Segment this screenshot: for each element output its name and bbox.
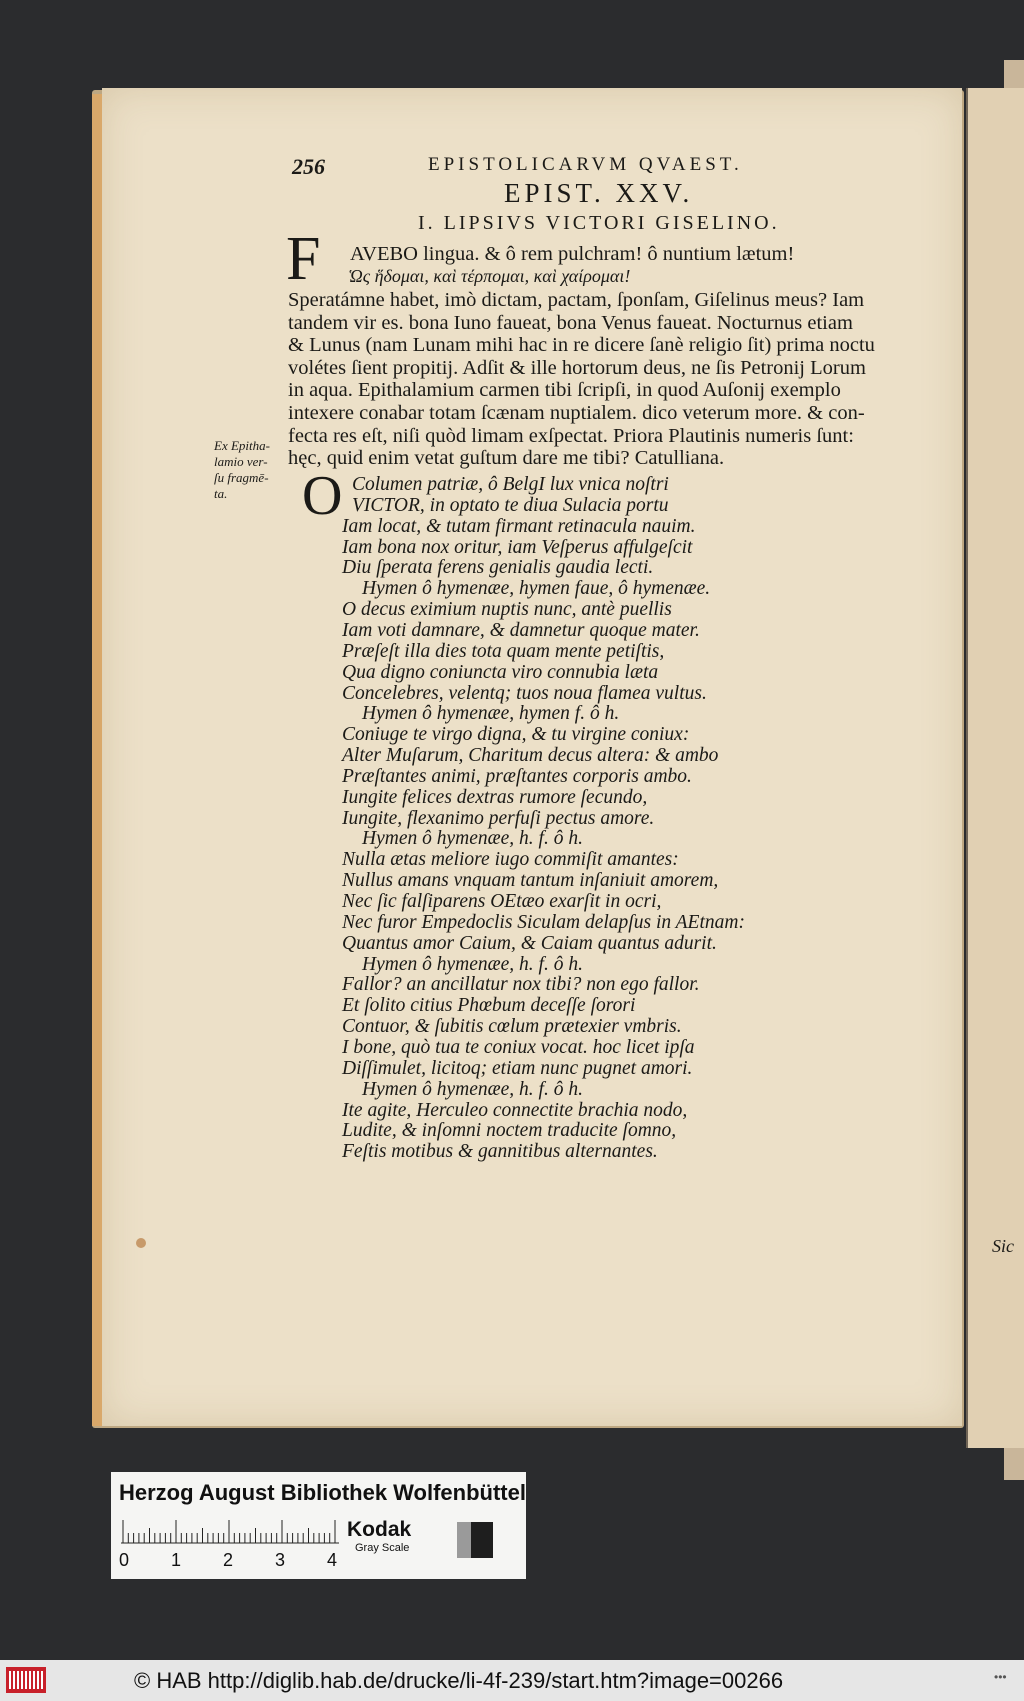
verse-line: Quantus amor Caium, & Caiam quantus adurit. xyxy=(342,932,717,954)
grayscale-label: Gray Scale xyxy=(355,1542,410,1554)
verse-line: I bone, quò tua te coniux vocat. hoc licet ipſa xyxy=(342,1036,695,1058)
verse-line: Et ſolito citius Phœbum deceſſe ſorori xyxy=(342,995,636,1017)
verse-line: Nulla ætas meliore iugo commiſit amantes: xyxy=(342,849,679,871)
verse-line: Præſtantes animi, præſtantes corporis ambo. xyxy=(342,765,692,787)
verse-line: Ludite, & inſomni noctem traducite ſomno, xyxy=(342,1120,677,1142)
verse-line: O decus eximium nuptis nunc, antè puellis xyxy=(342,599,672,621)
verse-refrain: Hymen ô hymenæe, h. f. ô h. xyxy=(362,828,583,850)
more-options-icon[interactable]: ••• xyxy=(994,1670,1007,1684)
ruler-number: 4 xyxy=(327,1550,338,1570)
verse-line: Nec furor Empedoclis Siculam delapſus in AEtnam: xyxy=(342,911,745,933)
verse-drop-cap: O xyxy=(302,465,343,527)
ruler-scale xyxy=(121,1520,339,1544)
footer-citation-link[interactable]: © HAB http://diglib.hab.de/drucke/li-4f-239/start.htm?image=00266 xyxy=(134,1668,784,1693)
verse-line: Concelebres, velentq; tuos noua flamea vultus. xyxy=(342,682,707,704)
gray-patch xyxy=(457,1522,471,1558)
margin-note-line: lamio ver- xyxy=(214,454,268,469)
verse-line: Alter Muſarum, Charitum decus altera: & ambo xyxy=(342,745,719,767)
verse-refrain: Hymen ô hymenæe, h. f. ô h. xyxy=(362,953,583,975)
ruler-number: 0 xyxy=(119,1550,130,1570)
verse-refrain: Hymen ô hymenæe, h. f. ô h. xyxy=(362,1078,583,1100)
catchword: Sic xyxy=(992,1236,1014,1256)
color-calibration-card xyxy=(111,1472,526,1579)
running-head: EPISTOLICARVM QVAEST. xyxy=(428,154,743,175)
paper-stain xyxy=(136,1238,146,1248)
verse-line: Præſeſt illa dies tota quam mente petiſtis, xyxy=(342,640,665,662)
verse-line: Fallor? an ancillatur nox tibi? non ego fallor. xyxy=(342,974,700,996)
verse-line: Qua digno coniuncta viro connubia læta xyxy=(342,661,659,683)
verse-line: Columen patriæ, ô BelgI lux vnica noſtri xyxy=(352,474,669,495)
kodak-label: Kodak xyxy=(347,1518,412,1541)
prose-line: fecta res eſt, niſi quòd limam exſpectat. Priora Plautinis numeris ſunt: xyxy=(288,424,854,447)
verse-line: Coniuge te virgo digna, & tu virgine coniux: xyxy=(342,724,690,746)
prose-line: hęc, quid enim vetat guſtum dare me tibi? Catulliana. xyxy=(288,447,725,470)
verse-line: Iungite felices dextras rumore ſecundo, xyxy=(342,786,648,808)
footer-bar xyxy=(0,1660,1024,1701)
verse-line: Diu ſperata ferens genialis gaudia lecti. xyxy=(342,557,654,579)
verse-line: Iam voti damnare, & damnetur quoque mater. xyxy=(342,619,700,641)
verse-line: Feſtis motibus & gannitibus alternantes. xyxy=(342,1141,658,1163)
prose-line: volétes ſient propitij. Adſit & ille hortorum deus, ne ſis Petronij Lorum xyxy=(288,356,866,379)
verse-refrain: Hymen ô hymenæe, hymen f. ô h. xyxy=(362,703,620,725)
verse-line: Ite agite, Herculeo connectite brachia nodo, xyxy=(342,1099,688,1121)
salutation-line: AVEBO lingua. & ô rem pulchram! ô nuntium lætum! xyxy=(350,243,795,265)
prose-line: in aqua. Epithalamium carmen tibi ſcripſi, in quod Auſonij exemplo xyxy=(288,379,841,402)
prose-line: & Lunus (nam Lunam mihi hac in re dicere ſanè religio ſit) prima noctu xyxy=(288,334,875,357)
margin-note-line: ta. xyxy=(214,486,228,501)
verse-line: Iam locat, & tutam firmant retinacula nauim. xyxy=(342,515,696,537)
epistle-heading: I. LIPSIVS VICTORI GISELINO. xyxy=(418,212,780,234)
hab-logo-icon xyxy=(6,1667,46,1693)
verse-line: Iungite, flexanimo perfuſi pectus amore. xyxy=(342,807,655,829)
verse-line: Diſſimulet, licitoq; etiam nunc pugnet amori. xyxy=(342,1057,693,1079)
verse-line: VICTOR, in optato te diua Sulacia portu xyxy=(352,494,669,516)
verse-refrain: Hymen ô hymenæe, hymen faue, ô hymenæe. xyxy=(362,578,711,600)
drop-cap: F xyxy=(286,225,321,293)
verse-line: Nec ſic falſiparens OEtæo exarſit in ocri, xyxy=(342,891,662,912)
margin-note-line: ſu fragmē- xyxy=(214,470,269,485)
ruler-number: 1 xyxy=(171,1550,182,1570)
margin-note-line: Ex Epitha- xyxy=(214,438,270,453)
verse-line: Contuor, & ſubitis cœlum prætexier vmbris. xyxy=(342,1016,682,1038)
greek-line: Ὡς ἥδομαι, καὶ τέρπομαι, καὶ χαίρομαι! xyxy=(348,266,631,286)
verse-line: Nullus amans vnquam tantum inſaniuit amorem, xyxy=(342,870,719,892)
ruler-number: 2 xyxy=(223,1550,234,1570)
epistle-title: EPIST. XXV. xyxy=(504,178,694,208)
prose-line: intexere conabar totam ſcænam nuptialem. dico veterum more. & con- xyxy=(288,402,865,424)
page-number: 256 xyxy=(292,154,325,179)
book-page xyxy=(102,88,1014,1426)
black-patch xyxy=(471,1522,493,1558)
verse-line: Iam bona nox oritur, iam Veſperus affulgeſcit xyxy=(342,536,693,558)
prose-line: Speratámne habet, imò dictam, pactam, ſponſam, Giſelinus meus? Iam xyxy=(288,289,865,311)
prose-line: tandem vir es. bona Iuno faueat, bona Venus faueat. Nocturnus etiam xyxy=(288,311,853,334)
card-title: Herzog August Bibliothek Wolfenbüttel xyxy=(119,1480,526,1505)
ruler-number: 3 xyxy=(275,1550,286,1570)
